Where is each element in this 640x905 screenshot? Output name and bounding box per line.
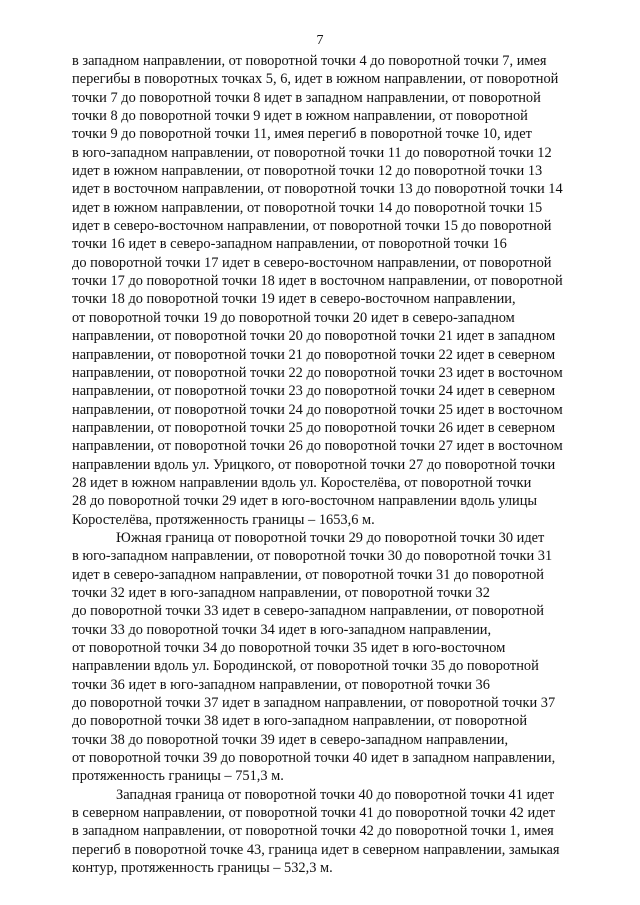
paragraph-west-boundary: Западная граница от поворотной точки 40 до поворотной точки 41 идет в северном направлении, от поворотной точки 41 до поворотной точки 42 идет в западном направлении, от поворотной точки 42 до поворотной точки 1, имея перегиб в поворотной точке 43, граница идет в северном направлении, замыкая контур, протяженность границы – 532,3 м. (72, 786, 560, 877)
page-number: 7 (316, 33, 324, 48)
paragraph-south-boundary: Южная граница от поворотной точки 29 до поворотной точки 30 идет в юго-западном направлении, от поворотной точки 30 до поворотной точки 31 идет в северо-западном направлении, от поворотной точки 31 до поворотной точки 32 идет в юго-западном направлении, от поворотной точки 32 до поворотной точки 33 идет в северо-западном направлении, от поворотной точки 33 до поворотной точки 34 идет в юго-западном направлении, от поворотной точки 34 до поворотной точки 35 идет в юго-восточном направлении вдоль ул. Бородинской, от поворотной точки 35 до поворотной точки 36 идет в юго-западном направлении, от поворотной точки 36 до поворотной точки 37 идет в западном направлении, от поворотной точки 37 до поворотной точки 38 идет в юго-западном направлении, от поворотной точки 38 до поворотной точки 39 идет в северо-западном направлении, от поворотной точки 39 до поворотной точки 40 идет в западном направлении, протяженность границы – 751,3 м. (72, 529, 556, 785)
document-body (72, 52, 596, 877)
paragraph-east-boundary-continued: в западном направлении, от поворотной точки 4 до поворотной точки 7, имея перегибы в поворотных точках 5, 6, идет в южном направлении, от поворотной точки 7 до поворотной точки 8 идет в западном направлении, от поворотной точки 8 до поворотной точки 9 идет в южном направлении, от поворотной точки 9 до поворотной точки 11, имея перегиб в поворотной точке 10, идет в юго-западном направлении, от поворотной точки 11 до поворотной точки 12 идет в южном направлении, от поворотной точки 12 до поворотной точки 13 идет в восточном направлении, от поворотной точки 13 до поворотной точки 14 идет в южном направлении, от поворотной точки 14 до поворотной точки 15 идет в северо-восточном направлении, от поворотной точки 15 до поворотной точки 16 идет в северо-западном направлении, от поворотной точки 16 до поворотной точки 17 идет в северо-восточном направлении, от поворотной точки 17 до поворотной точки 18 идет в восточном направлении, от поворотной точки 18 до поворотной точки 19 идет в северо-восточном направлении, от поворотной точки 19 до поворотной точки 20 идет в северо-западном направлении, от поворотной точки 20 до поворотной точки 21 идет в западном направлении, от поворотной точки 21 до поворотной точки 22 идет в северном направлении, от поворотной точки 22 до поворотной точки 23 идет в восточном направлении, от поворотной точки 23 до поворотной точки 24 идет в северном направлении, от поворотной точки 24 до поворотной точки 25 идет в восточном направлении, от поворотной точки 25 до поворотной точки 26 идет в северном направлении, от поворотной точки 26 до поворотной точки 27 идет в восточном направлении вдоль ул. Урицкого, от поворотной точки 27 до поворотной точки 28 идет в южном направлении вдоль ул. Коростелёва, от поворотной точки 28 до поворотной точки 29 идет в юго-восточном направлении вдоль улицы Коростелёва, протяженность границы – 1653,6 м. (72, 53, 563, 528)
